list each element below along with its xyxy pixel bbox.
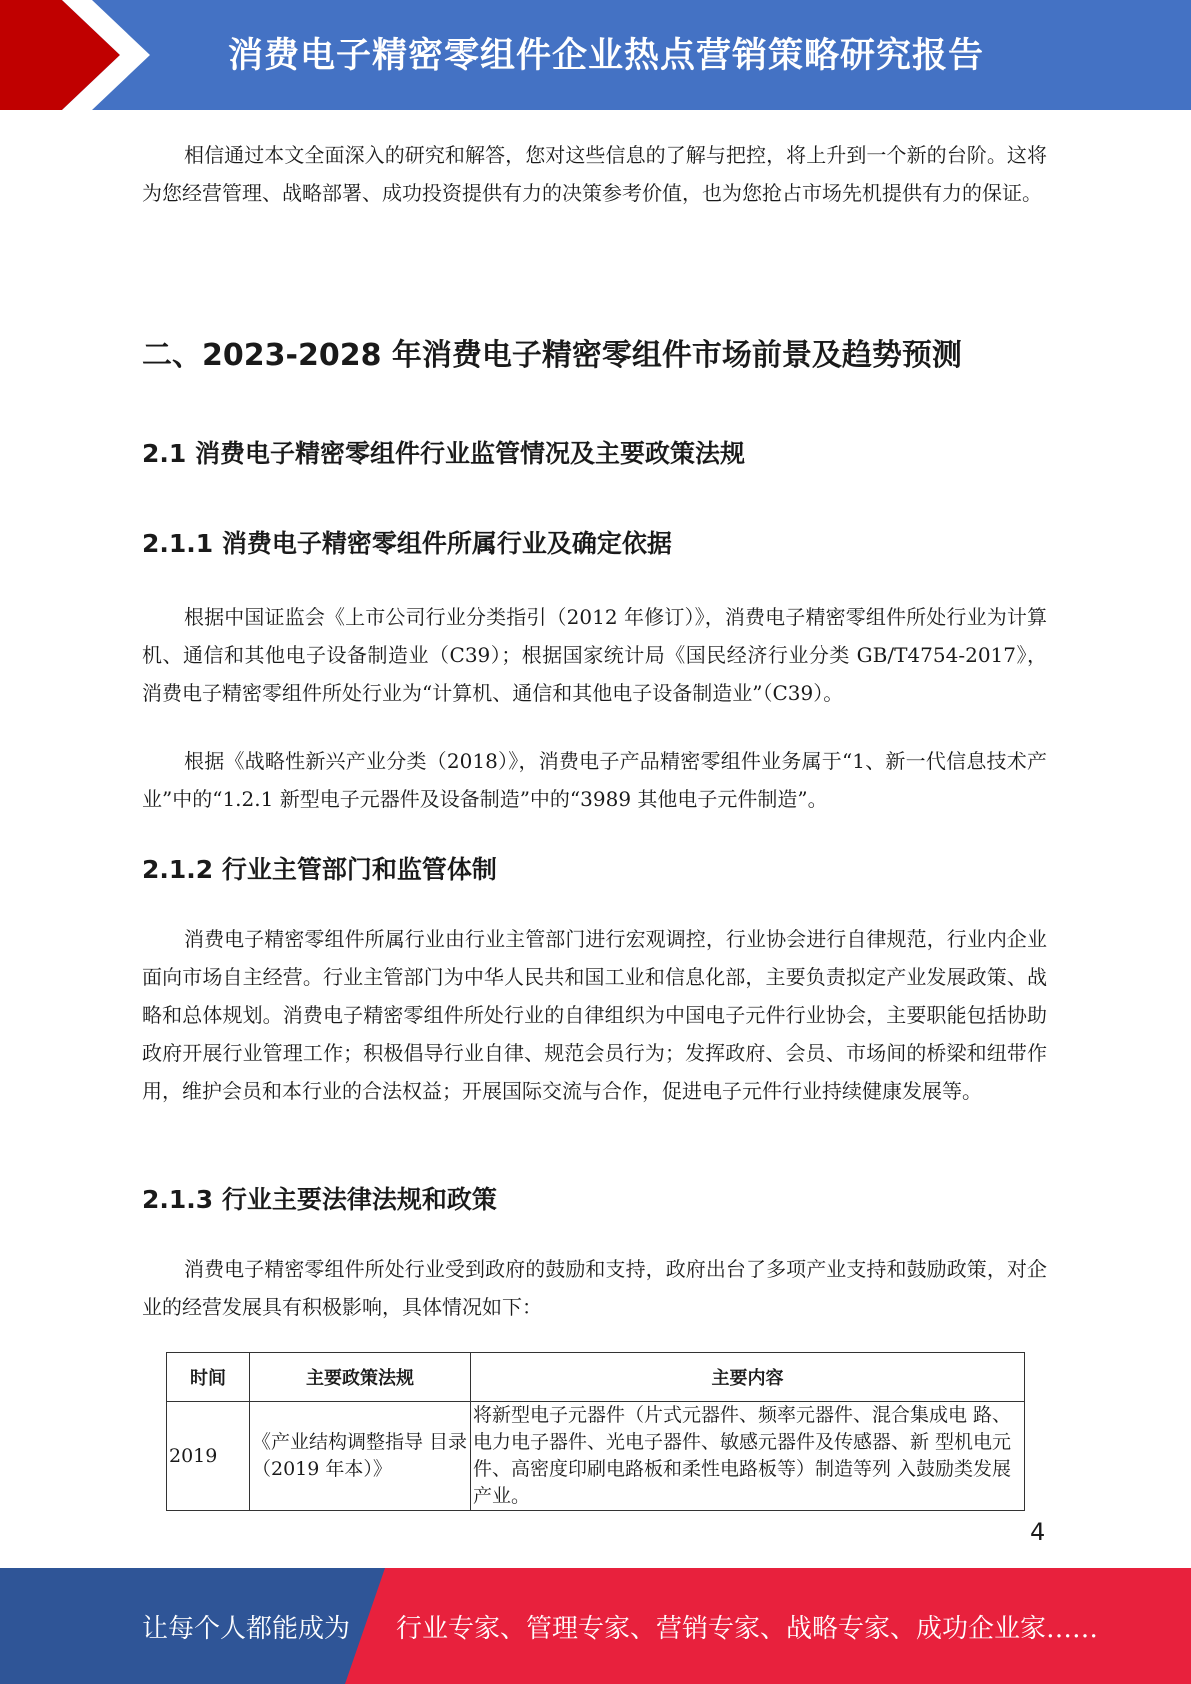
section-2-1-title: 2.1 消费电子精密零组件行业监管情况及主要政策法规 xyxy=(142,439,745,468)
table-header-row xyxy=(167,1353,1025,1402)
section-2-title: 二、2023-2028 年消费电子精密零组件市场前景及趋势预测 xyxy=(142,338,962,373)
section-2-1-2-paragraph: 消费电子精密零组件所属行业由行业主管部门进行宏观调控，行业协会进行自律规范，行业内企业面向市场自主经营。行业主管部门为中华人民共和国工业和信息化部，主要负责拟定产业发展政策、战略和总体规划。消费电子精密零组件所处行业的自律组织为中国电子元件行业协会，主要职能包括协助政府开展行业管理工作；积极倡导行业自律、规范会员行为；发挥政府、会员、市场间的桥梁和纽带作用，维护会员和本行业的合法权益；开展国际交流与合作，促进电子元件行业持续健康发展等。 xyxy=(142,927,1047,1103)
page-number: 4 xyxy=(1030,1518,1046,1546)
header-arrow-decoration xyxy=(0,0,240,110)
header-title: 消费电子精密零组件企业热点营销策略研究报告 xyxy=(228,36,985,76)
policy-table xyxy=(166,1352,1026,1512)
footer-slogan-left: 让每个人都能成为 xyxy=(142,1614,351,1644)
section-2-1-1-paragraph-1: 根据中国证监会《上市公司行业分类指引（2012 年修订）》，消费电子精密零组件所处行业为计算机、通信和其他电子设备制造业（C39）；根据国家统计局《国民经济行业分类 GB/T4754-2017》，消费电子精密零组件所处行业为“计算机、通信和其他电子设备制造业”（C39）。 xyxy=(142,605,1047,705)
table-header-content: 主要内容 xyxy=(471,1353,1025,1402)
table-header-policy: 主要政策法规 xyxy=(250,1353,471,1402)
table-header-time: 时间 xyxy=(167,1353,250,1402)
table-row xyxy=(167,1402,1025,1511)
section-2-1-3-paragraph: 消费电子精密零组件所处行业受到政府的鼓励和支持，政府出台了多项产业支持和鼓励政策，对企业的经营发展具有积极影响，具体情况如下： xyxy=(142,1257,1047,1319)
section-2-1-1-paragraph-2: 根据《战略性新兴产业分类（2018）》，消费电子产品精密零组件业务属于“1、新一代信息技术产业”中的“1.2.1 新型电子元器件及设备制造”中的“3989 其他电子元件制造”。 xyxy=(142,749,1047,811)
section-2-1-2-title: 2.1.2 行业主管部门和监管体制 xyxy=(142,855,497,884)
section-2-1-3-title: 2.1.3 行业主要法律法规和政策 xyxy=(142,1185,497,1214)
section-2-1-1-title: 2.1.1 消费电子精密零组件所属行业及确定依据 xyxy=(142,529,672,558)
table-cell-content: 将新型电子元器件（片式元器件、频率元器件、混合集成电 路、电力电子器件、光电子器件、敏感元器件及传感器、新 型机电元件、高密度印刷电路板和柔性电路板等）制造等列 入鼓励类发展产业。 xyxy=(471,1402,1025,1511)
table-cell-time: 2019 xyxy=(167,1402,250,1511)
table-cell-policy: 《产业结构调整指导 目录（2019 年本）》 xyxy=(250,1402,471,1511)
footer-slogan-right: 行业专家、管理专家、营销专家、战略专家、成功企业家…… xyxy=(396,1614,1099,1644)
page-header xyxy=(0,0,1191,110)
page-footer xyxy=(0,1568,1191,1684)
intro-paragraph: 相信通过本文全面深入的研究和解答，您对这些信息的了解与把控，将上升到一个新的台阶。这将为您经营管理、战略部署、成功投资提供有力的决策参考价值，也为您抢占市场先机提供有力的保证。 xyxy=(142,143,1047,205)
